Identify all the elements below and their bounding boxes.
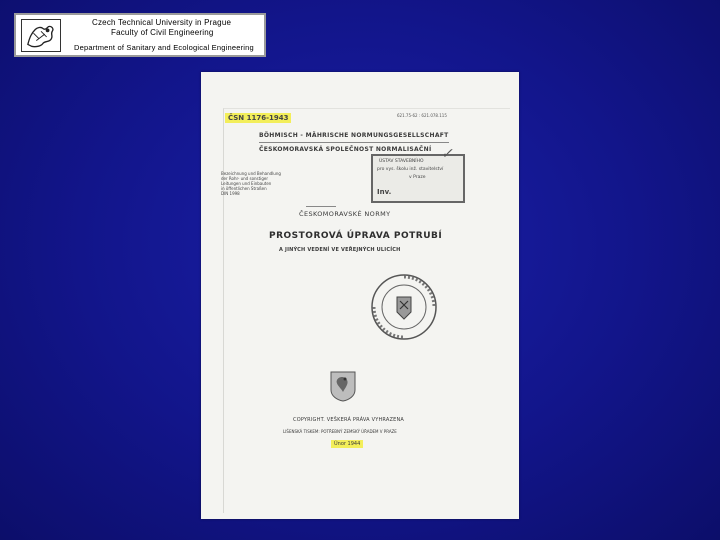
standard-number: ČSN 1176-1943 bbox=[225, 113, 291, 123]
divider bbox=[259, 142, 449, 143]
organization-czech: ČESKOMORAVSKÁ SPOLEČNOST NORMALISAČNÍ bbox=[259, 146, 432, 153]
organization-german: BÖHMISCH - MÄHRISCHE NORMUNGSGESELLSCHAFT bbox=[259, 132, 449, 139]
stamp-line: pro vys. školu inž. stavitelství bbox=[377, 167, 444, 172]
document-title: PROSTOROVÁ ÚPRAVA POTRUBÍ bbox=[269, 231, 443, 241]
series-title: ČESKOMORAVSKÉ NORMY bbox=[299, 210, 391, 218]
german-description: Bezeichnung und Behandlung der Rohr- und sonstiger Leitungen und Einbauten in öffentlichen Straßen DIN 1998 bbox=[221, 171, 281, 196]
scanned-document-cover bbox=[201, 72, 519, 519]
coat-of-arms-icon bbox=[329, 370, 357, 402]
divider bbox=[306, 206, 336, 207]
stamp-line: v Praze bbox=[409, 175, 426, 180]
page-edge bbox=[223, 108, 510, 513]
stamp-line: Inv. bbox=[377, 188, 392, 196]
publisher-line: LIŠENSKÁ TISKEM: POTŘEBNÝ ZEMSKÝ ÚŘADEM V PRAZE bbox=[283, 429, 397, 434]
stamp-line: ÚSTAV STAVEBNÍHO bbox=[379, 159, 424, 164]
department-name: Department of Sanitary and Ecological Engineering bbox=[74, 43, 254, 52]
handwritten-mark-icon: ✓ bbox=[441, 146, 453, 162]
document-subtitle: A JINÝCH VEDENÍ VE VEŘEJNÝCH ULICÍCH bbox=[279, 247, 401, 253]
publication-date: Únor 1944 bbox=[331, 440, 363, 448]
faculty-name: Faculty of Civil Engineering bbox=[111, 28, 214, 37]
university-logo-icon bbox=[21, 19, 61, 52]
university-name: Czech Technical University in Prague bbox=[92, 18, 232, 27]
official-seal-icon bbox=[369, 272, 439, 342]
institution-header bbox=[14, 13, 266, 57]
copyright-notice: COPYRIGHT. VEŠKERÁ PRÁVA VYHRAZENA bbox=[293, 417, 405, 423]
classification-code: 621.75-62 : 621.078.115 bbox=[397, 113, 447, 118]
